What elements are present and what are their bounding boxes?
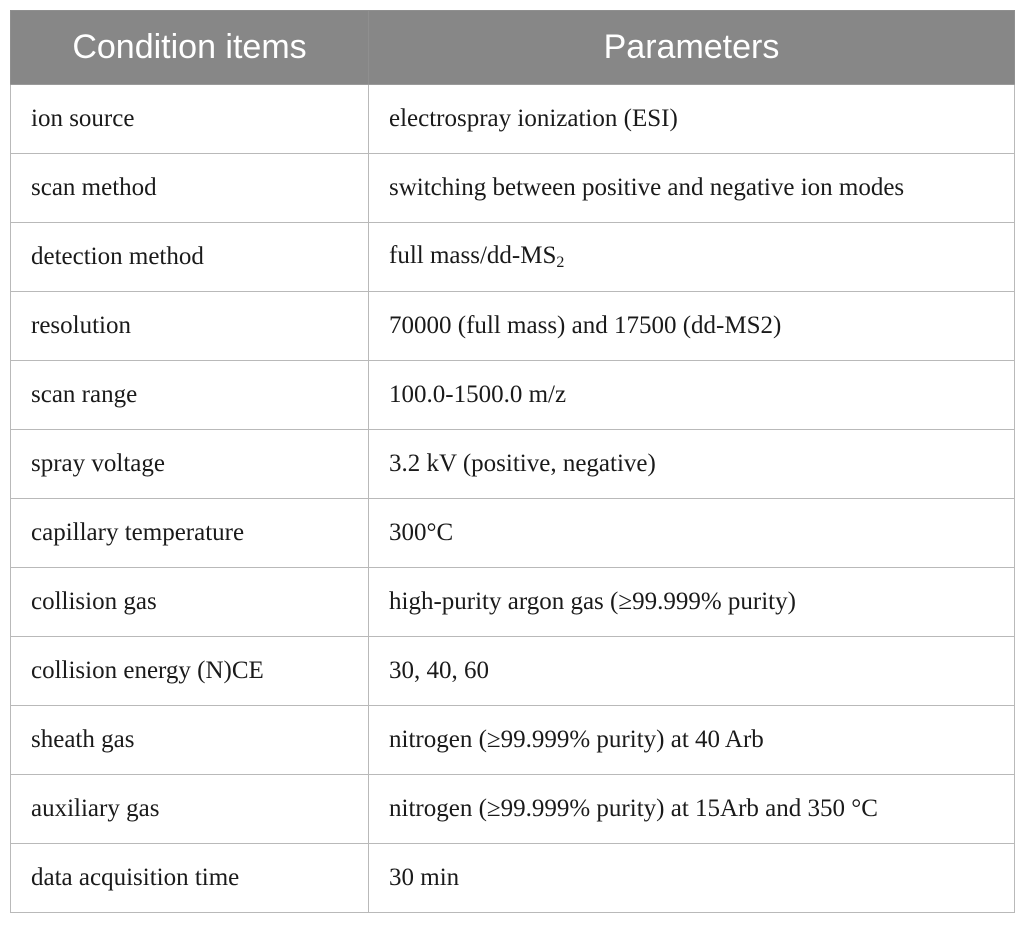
table-row (11, 85, 1015, 154)
row-param: nitrogen (≥99.999% purity) at 40 Arb (369, 706, 1015, 775)
row-param: 70000 (full mass) and 17500 (dd-MS2) (369, 292, 1015, 361)
row-param: 100.0-1500.0 m/z (369, 361, 1015, 430)
header-condition-items: Condition items (11, 11, 369, 85)
table-row (11, 844, 1015, 913)
row-item: ion source (11, 85, 369, 154)
table-row (11, 499, 1015, 568)
header-parameters: Parameters (369, 11, 1015, 85)
row-item: scan method (11, 154, 369, 223)
table-row (11, 292, 1015, 361)
row-param: 30, 40, 60 (369, 637, 1015, 706)
row-param: switching between positive and negative ion modes (369, 154, 1015, 223)
table-row (11, 154, 1015, 223)
row-param: 3.2 kV (positive, negative) (369, 430, 1015, 499)
row-item: spray voltage (11, 430, 369, 499)
row-param: electrospray ionization (ESI) (369, 85, 1015, 154)
row-item: capillary temperature (11, 499, 369, 568)
row-item: resolution (11, 292, 369, 361)
table-row (11, 637, 1015, 706)
table-row (11, 361, 1015, 430)
table-row (11, 568, 1015, 637)
row-param: nitrogen (≥99.999% purity) at 15Arb and 350 °C (369, 775, 1015, 844)
row-item: collision energy (N)CE (11, 637, 369, 706)
row-item: data acquisition time (11, 844, 369, 913)
row-param: 300°C (369, 499, 1015, 568)
row-param (369, 223, 1015, 292)
row-param: 30 min (369, 844, 1015, 913)
row-item: scan range (11, 361, 369, 430)
row-item: collision gas (11, 568, 369, 637)
row-param-subscript: 2 (556, 254, 565, 271)
row-item: detection method (11, 223, 369, 292)
row-item: auxiliary gas (11, 775, 369, 844)
table-row (11, 706, 1015, 775)
table-row (11, 223, 1015, 292)
parameters-table (10, 10, 1015, 913)
table-row (11, 775, 1015, 844)
row-param: high-purity argon gas (≥99.999% purity) (369, 568, 1015, 637)
table-header-row (11, 11, 1015, 85)
table-row (11, 430, 1015, 499)
row-item: sheath gas (11, 706, 369, 775)
parameters-table-container (10, 10, 1014, 913)
row-param-text: full mass/dd-MS (389, 242, 557, 269)
